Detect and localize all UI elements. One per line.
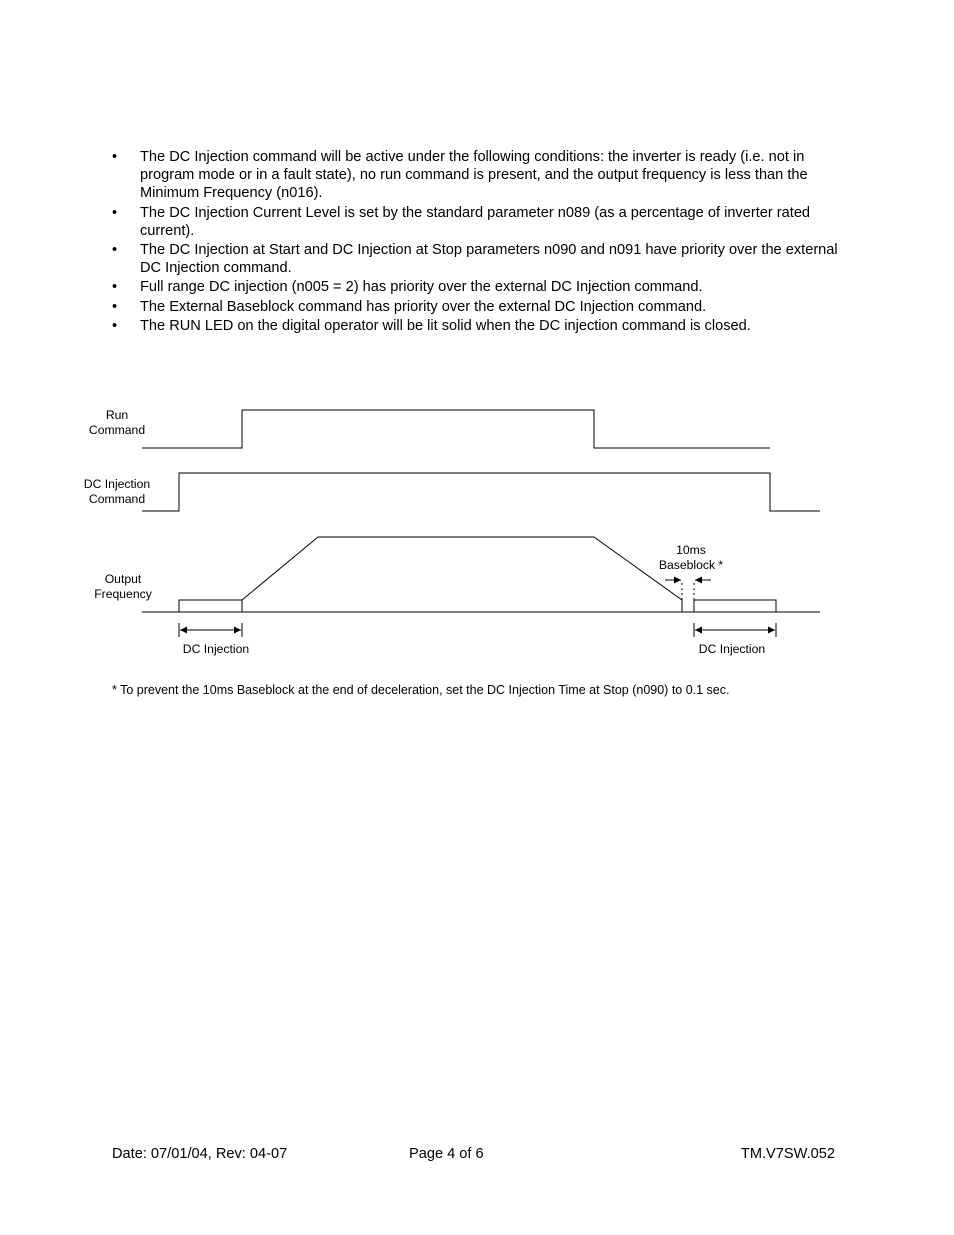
bullet-text: The DC Injection command will be active under the following conditions: the inverter is ready (i.e. not in program mode or in a fault state), no run command is present, and the output frequency is less than the Minimum Frequency (n016). bbox=[140, 149, 808, 202]
bullet-item bbox=[112, 298, 842, 316]
freq-label-line2: Frequency bbox=[94, 587, 152, 601]
bullet-symbol: • bbox=[112, 279, 118, 296]
bullet-text: The DC Injection at Start and DC Injection at Stop parameters n090 and n091 have priority over the external DC Injection command. bbox=[140, 242, 838, 277]
bullet-symbol: • bbox=[112, 317, 118, 334]
bullet-item bbox=[112, 204, 842, 240]
bullet-symbol: • bbox=[112, 204, 118, 221]
dci-label-line2: Command bbox=[88, 492, 146, 506]
run-command-waveform bbox=[142, 410, 770, 448]
run-label-line1: Run bbox=[105, 408, 129, 422]
bullet-list bbox=[112, 148, 842, 336]
output-frequency-waveform bbox=[242, 537, 682, 612]
bullet-symbol: • bbox=[112, 149, 118, 165]
timing-diagram bbox=[0, 395, 954, 670]
dc-injection-block-right bbox=[694, 600, 776, 612]
footnote: * To prevent the 10ms Baseblock at the end of deceleration, set the DC Injection Time at Stop (n090) to 0.1 sec. bbox=[112, 683, 730, 697]
baseblock-label-line1: 10ms bbox=[676, 543, 706, 557]
dc-injection-block-left bbox=[179, 600, 242, 612]
dc-injection-label-right: DC Injection bbox=[698, 642, 766, 656]
freq-label-line1: Output bbox=[104, 572, 142, 586]
dc-injection-command-waveform bbox=[142, 473, 820, 511]
bullet-item bbox=[112, 317, 842, 335]
footer-date: Date: 07/01/04, Rev: 04-07 bbox=[112, 1146, 288, 1162]
bullet-text: Full range DC injection (n005 = 2) has priority over the external DC Injection command. bbox=[140, 279, 703, 296]
run-label-line2: Command bbox=[88, 423, 146, 437]
baseblock-label-line2: Baseblock * bbox=[658, 558, 724, 572]
bullet-item bbox=[112, 278, 842, 296]
bullet-text: The DC Injection Current Level is set by the standard parameter n089 (as a percentage of inverter rated current). bbox=[140, 204, 811, 239]
bullet-item bbox=[112, 241, 842, 277]
dci-label-line1: DC Injection bbox=[83, 477, 151, 491]
dc-injection-label-left: DC Injection bbox=[182, 642, 250, 656]
bullet-item bbox=[112, 148, 842, 203]
bullet-symbol: • bbox=[112, 298, 118, 315]
bullet-symbol: • bbox=[112, 242, 118, 259]
footer-doc-id: TM.V7SW.052 bbox=[740, 1146, 835, 1162]
footer-page: Page 4 of 6 bbox=[409, 1146, 484, 1162]
bullet-text: The RUN LED on the digital operator will be lit solid when the DC injection command is closed. bbox=[140, 317, 751, 334]
bullet-text: The External Baseblock command has priority over the external DC Injection command. bbox=[140, 298, 707, 315]
